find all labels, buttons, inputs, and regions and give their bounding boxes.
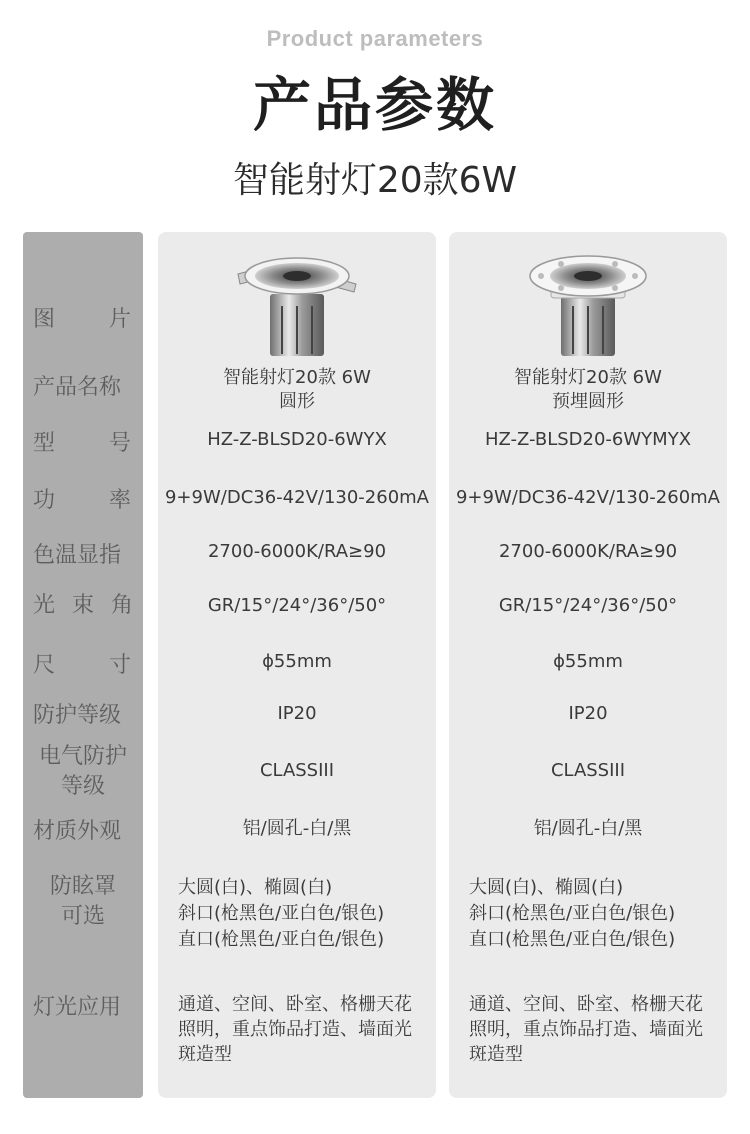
product-beam: GR/15°/24°/36°/50° [498,595,678,616]
label-power [23,483,143,514]
label-model [23,426,143,457]
product-column-embedded-round [449,232,727,1098]
product-ip: IP20 [568,703,608,724]
label-size-char1: 尺 [33,653,56,678]
product-glare-options [158,875,436,953]
product-power: 9+9W/DC36-42V/130-260mA [455,487,720,508]
product-cct: 2700-6000K/RA≥90 [498,541,678,562]
glare-option-3: 直口(枪黑色/亚白色/银色) [469,929,676,950]
product-ip: IP20 [277,703,317,724]
label-electric-line2: 等级 [60,774,105,799]
label-beam-char3: 角 [110,593,133,618]
product-beam: GR/15°/24°/36°/50° [207,595,387,616]
product-name-line1: 智能射灯20款 6W [223,367,371,388]
label-image-char1: 图 [33,307,56,332]
label-application: 灯光应用 [33,995,122,1020]
label-column [23,232,143,1098]
label-electric [23,742,143,802]
page-title: 产品参数 [252,71,497,139]
product-model: HZ-Z-BLSD20-6WYX [207,429,387,450]
glare-option-3: 直口(枪黑色/亚白色/银色) [178,929,385,950]
label-model-char1: 型 [33,431,56,456]
product-cct: 2700-6000K/RA≥90 [207,541,387,562]
glare-option-1: 大圆(白)、椭圆(白) [469,877,624,898]
glare-option-1: 大圆(白)、椭圆(白) [178,877,333,898]
product-size: ϕ55mm [553,651,623,672]
label-beam [23,588,143,619]
product-column-round [158,232,436,1098]
product-application: 通道、空间、卧室、格栅天花照明，重点饰品打造、墙面光斑造型 [469,994,703,1065]
label-material: 材质外观 [33,819,122,844]
product-electric: CLASSIII [550,760,626,781]
label-cct: 色温显指 [33,543,122,568]
product-name [449,366,727,414]
embedded-downlight-icon [521,254,655,358]
product-name-line2: 圆形 [279,391,315,412]
label-name: 产品名称 [33,375,122,400]
product-application: 通道、空间、卧室、格栅天花照明，重点饰品打造、墙面光斑造型 [178,994,412,1065]
product-name-line1: 智能射灯20款 6W [514,367,662,388]
product-electric: CLASSIII [259,760,335,781]
product-material: 铝/圆孔-白/黑 [242,818,352,839]
label-image-char2: 片 [108,307,131,332]
label-image [23,302,143,333]
glare-option-2: 斜口(枪黑色/亚白色/银色) [178,903,385,924]
label-glare [23,872,143,932]
label-electric-line1: 电气防护 [38,744,127,769]
product-name [158,366,436,414]
product-subtitle: 智能射灯20款6W [232,160,518,201]
english-title: Product parameters [266,26,484,51]
label-model-char2: 号 [108,431,131,456]
label-beam-char1: 光 [33,593,56,618]
label-power-char1: 功 [33,488,56,513]
label-glare-line2: 可选 [60,904,105,929]
label-glare-line1: 防眩罩 [49,874,116,899]
label-size-char2: 寸 [108,653,131,678]
label-beam-char2: 束 [71,593,94,618]
product-power: 9+9W/DC36-42V/130-260mA [164,487,429,508]
product-name-line2: 预埋圆形 [552,391,624,412]
label-size [23,648,143,679]
round-downlight-icon [230,254,364,358]
product-model: HZ-Z-BLSD20-6WYMYX [484,429,692,450]
glare-option-2: 斜口(枪黑色/亚白色/银色) [469,903,676,924]
label-power-char2: 率 [108,488,131,513]
product-material: 铝/圆孔-白/黑 [533,818,643,839]
label-ip: 防护等级 [33,703,122,728]
product-glare-options [449,875,727,953]
product-size: ϕ55mm [262,651,332,672]
